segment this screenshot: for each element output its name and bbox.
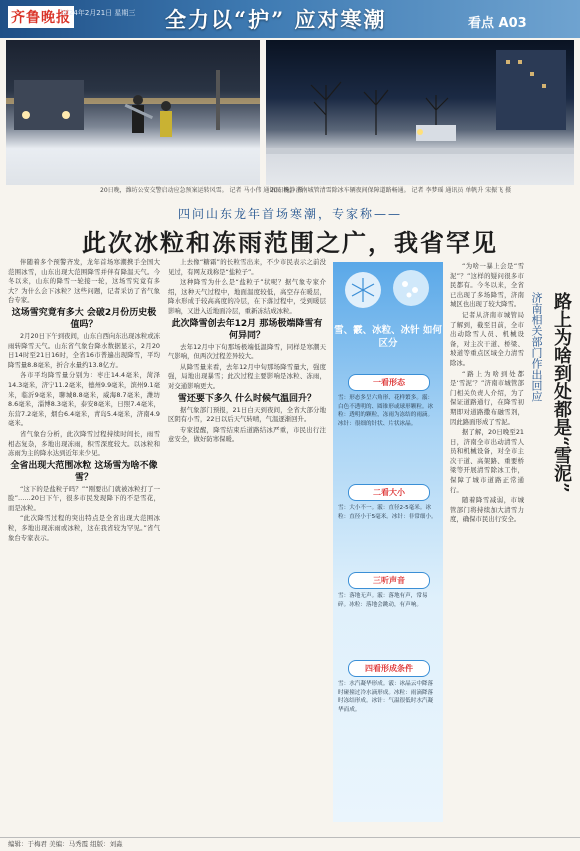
issue-date: 2024年2月21日 星期三 xyxy=(60,9,136,17)
paragraph: “这下的是盐粒子吗？”“刚要出门就被冰粒打了一脸”……20日下午，很多市民发现降下的不是雪花，而是冰粒。 xyxy=(8,484,160,512)
paragraph: 各市平均降雪量分别为：枣庄14.4毫米，菏泽14.3毫米，济宁11.2毫米，德州9.9毫米，滨州9.1毫米，临沂9毫米，聊城8.8毫米，威海8.7毫米，潍坊8.6毫米，淄博8.3毫米，泰安8毫米，日照7.4毫米，东营7.2毫米，烟台6.4毫米，青岛5.4毫米，济南4.9毫米。 xyxy=(8,371,160,428)
section-text-size: 雪：大小不一。霰：直径2-5毫米。冰粒：直径小于5毫米。冰针：非常细小。 xyxy=(338,505,437,520)
subheading: 这场雪究竟有多大 会破2月份历史极值吗？ xyxy=(11,307,157,330)
subheading: 此次降雪创去年12月 那场极端降雪有何异同？ xyxy=(171,318,323,341)
subheading: 全省出现大范围冰粒 这场雪为啥不像雪？ xyxy=(10,460,158,483)
article-kicker: 四问山东龙年首场寒潮，专家称—— xyxy=(177,207,402,221)
worker-figure xyxy=(160,101,172,137)
newspaper-logo: 齐鲁晚报 xyxy=(8,6,74,28)
paragraph: 记者从济南市城管局了解到，截至目前，全市出动除雪人员、机械设备，对主次干道、桥梁、坡道等重点区域全力清雪除冰。 xyxy=(450,310,524,367)
paragraph: 伴随着多个预警齐发，龙年首场寒潮携手全国大范围冰雪，山东出现大范围降雪并伴有降温天气。今冬以来，山东的降雪一轮接一轮，这场雪究竟有多大？为什么会下冰粒？这些问题，记者采访了省气象台专家。 xyxy=(8,258,160,305)
section-label: 看点 A03 xyxy=(468,16,527,31)
paragraph: 2月20日下午到夜间，山东自西向东出现冰粒或冻雨转降雪天气。山东省气象台降水数据显示，2月20日14时至21日16时，全省16市普遍出现降雪，平均降雪量8.8毫米，折合水量约13.8亿方。 xyxy=(8,331,160,369)
paragraph: 随着降雪减弱，市城管部门将持续加大清雪力度，确保市民出行安全。 xyxy=(450,496,524,524)
paragraph: 专家提醒，降雪结束后道路结冰严重，市民出行注意安全，做好防寒保暖。 xyxy=(168,425,326,444)
paragraph: 去年12月中下旬那场极端低温降雪，同样是寒潮天气影响，但两次过程差异较大。 xyxy=(168,342,326,361)
paragraph: 省气象台分析，此次降雪过程持续时间长，雨雪相态复杂，多地出现冻雨，积雪深度较大。以冰粒和冻雨为主的降水达到近年来少见。 xyxy=(8,429,160,458)
paragraph: “路上为啥到处都是‘雪泥’？”济南市城管部门相关负责人介绍，为了保证道路通行，在降雪初期即对道路撒布融雪剂，因此路面形成了雪泥。 xyxy=(450,369,524,426)
photo-caption-left: 20日晚，潍坊公安交警启动应急预案运转风雪。 记者 马小伟 通讯员 杨静 摄 xyxy=(100,187,304,194)
snow-types-infographic xyxy=(333,262,443,822)
photo-snow-police xyxy=(6,40,260,185)
paragraph: “此次降雪过程的突出特点是全省出现大范围冰粒，多地出现冻雨或冰粒，这在我省较为罕见。”省气象台专家表示。 xyxy=(8,514,160,542)
article-column-2 xyxy=(168,258,326,833)
photo-scene-left xyxy=(6,40,260,185)
sidebar-article-subtitle: 济南相关部门作出回应 xyxy=(530,292,543,402)
snow-crystal-illustration xyxy=(333,262,443,322)
paragraph: 这种降雪为什么是“盐粒子”状呢？据气象专家介绍，这种天气过程中，地面温度较低，高空存在暖层，降水形成于较高高度的冷层，在下落过程中，受到暖层影响，又进入近地面冷层，重新冻结成冰粒。 xyxy=(168,278,326,315)
article-headline: 此次冰粒和冻雨范围之广，我省罕见 xyxy=(82,228,498,257)
section-heading-formation: 四看形成条件 xyxy=(348,660,430,677)
photo-scene-right xyxy=(266,40,574,185)
section-heading-shape: 一看形态 xyxy=(348,374,430,391)
truck-shape xyxy=(14,80,84,130)
paragraph: “为啥一暴上会是“雪泥”？”这样的疑问很多市民都有。今冬以来，全省已出现了多场降雪，济南城区也出现了较大降雪。 xyxy=(450,262,524,309)
paragraph: 从降雪量来看，去年12月中旬那场降雪量大，强度强，局地出现暴雪；此次过程主要影响是冰粒、冻雨，对交通影响更大。 xyxy=(168,362,326,390)
article-column-1 xyxy=(8,258,160,833)
photo-snow-plow-night xyxy=(266,40,574,185)
section-text-formation: 雪：水汽凝华形成。霰：冰晶云中降落时碰撞过冷水滴形成。冰粒：雨滴降落时冻结形成。冰针：气温很低时水汽凝华而成。 xyxy=(338,681,434,713)
headlight-icon xyxy=(62,111,70,119)
paragraph: 据了解，20日晚至21日，济南全市出动清雪人员和机械设备，对全市主次干道、高架路、重要桥梁等开展清雪除冰工作，保障了城市道路正常通行。 xyxy=(450,428,524,494)
infographic-title: 雪、霰、冰粒、冰针 如何区分 xyxy=(334,325,442,349)
masthead-banner xyxy=(0,0,580,38)
page-footer: 编辑：于梅君 美编：马秀霞 组版：刘淼 xyxy=(0,837,580,851)
section-heading-size: 二看大小 xyxy=(348,484,430,501)
paragraph: 据气象部门预报，21日白天到夜间，全省大部分地区阴有小雪，22日以后天气转晴，气温逐渐回升。 xyxy=(168,405,326,424)
sidebar-article-headline: 路上为啥到处都是“雪泥” xyxy=(551,292,572,493)
paragraph: 上去像“糖霜”的长粒雪出来，不少市民表示之前没见过，有网友戏称是“盐粒子”。 xyxy=(168,258,326,276)
headlight-icon xyxy=(22,111,30,119)
page-banner-headline: 全力以“护” 应对寒潮 xyxy=(165,7,387,32)
section-text-sound: 雪：落地无声。霰：落地有声，常易碎。冰粒：落地会跳动，有声响。 xyxy=(338,593,428,608)
article-column-3 xyxy=(450,262,524,833)
section-text-shape: 雪：形态多呈六角形、花样繁多。霰：白色不透明的、圆锥形或球形颗粒。冰粒：透明的颗粒，冻雨为冻结的雨滴。冰针：很细的针状、片状冰晶。 xyxy=(338,395,434,427)
photo-caption-right: 20日晚，济南城管清雪除冰车辆夜间保障道路畅通。 记者 李梦瑶 通讯员 单帆升 宋振飞 摄 xyxy=(270,187,512,194)
subheading: 雪还要下多久 什么时候气温回升？ xyxy=(177,393,317,404)
section-heading-sound: 三听声音 xyxy=(348,572,430,589)
